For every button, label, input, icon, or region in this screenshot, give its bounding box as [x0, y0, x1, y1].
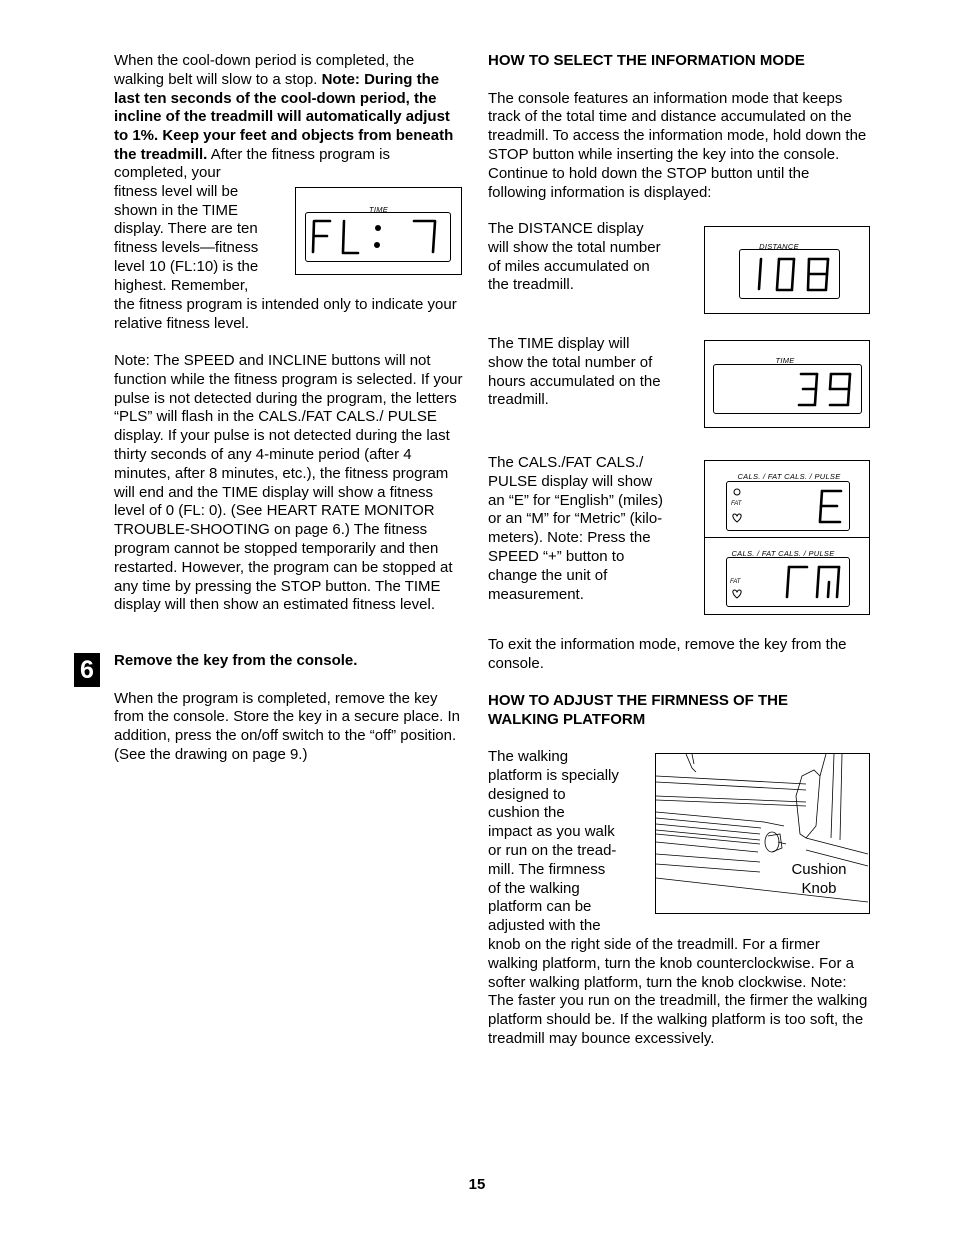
intro-text-a: When the cool-down period is completed, the walking belt will slow to a stop. [114, 52, 415, 88]
text-line: The CALS./FAT CALS./ [488, 454, 644, 471]
distance-108-readout [753, 255, 835, 293]
page-number: 15 [468, 1176, 486, 1193]
text-line: mill. The firmness [488, 860, 606, 878]
firm-heading-text: HOW TO ADJUST THE FIRMNESS OF THE WALKING PLATFORM [488, 692, 789, 728]
text-line: impact as you walk [488, 823, 615, 841]
distance-description [488, 220, 688, 295]
text-line: or run on the tread- [488, 841, 617, 859]
text-line: the treadmill. [488, 276, 574, 294]
cushion-knob-illustration [655, 753, 870, 914]
fitness-level-continuation [114, 296, 466, 334]
text-line: change the unit of [488, 566, 608, 584]
distance-display [704, 226, 870, 314]
text-line: adjusted with the [488, 917, 601, 935]
text-line: measurement. [488, 585, 584, 603]
text-line: level 10 (FL:10) is the [114, 257, 259, 275]
text-line: shown in the TIME [114, 201, 238, 219]
fat-indicator-label: FAT [730, 579, 741, 585]
text-line: of the walking [488, 879, 580, 897]
text-line: platform is specially [488, 766, 619, 784]
text-line: completed, your [114, 164, 221, 181]
step-6-section [114, 652, 466, 765]
firmness-heading [488, 692, 818, 730]
step-number-badge: 6 [74, 653, 100, 687]
fitness-level-lines [114, 164, 294, 296]
info-mode-section [488, 52, 870, 202]
fat-indicator-label: FAT [731, 501, 742, 507]
text-line: The TIME display will [488, 335, 630, 352]
note-text: Note: The SPEED and INCLINE buttons will not function while the fitness program is selected. If your pulse is not detected during the program, the letters “PLS” will flash in the CALS./FAT CALS./ PULSE display. If your pulse is not detected during the last thirty seconds of any 4-minute period (after 4 minutes, after 8 minutes, etc.), the fitness program will end and the TIME display will show a fitness level of 0 (FL: 0). (See HEART RATE MONITOR TROUBLE-SHOOTING on page 6.) The fitness program cannot be stopped temporarily and then restarted. However, the program can be stopped at any time by pressing the STOP button. The TIME display will then show an estimated fitness level. [114, 352, 463, 614]
display-caption: TIME [775, 356, 795, 365]
text-line: highest. Remember, [114, 276, 249, 294]
text-line: will show the total number [488, 238, 661, 256]
exit-info-mode [488, 636, 870, 674]
text-line: display. There are ten [114, 220, 258, 238]
text-line: The DISTANCE display [488, 220, 644, 237]
cals-display-english [704, 460, 870, 538]
time-description [488, 335, 688, 410]
text-line: platform can be [488, 898, 592, 916]
display-caption: DISTANCE [759, 242, 799, 251]
label-line: Knob [801, 879, 837, 897]
display-caption: CALS. / FAT CALS. / PULSE [737, 472, 841, 481]
text-line: an “E” for “English” (miles) [488, 491, 664, 509]
text-line: meters). Note: Press the [488, 529, 651, 547]
step-title: Remove the key from the console. [114, 652, 358, 669]
text-line: PULSE display will show [488, 472, 653, 490]
firmness-continuation [488, 936, 872, 1049]
note-paragraph [114, 352, 468, 615]
text-line: treadmill. [488, 391, 549, 409]
text-line: SPEED “+” button to [488, 547, 625, 565]
firm-cont-text: knob on the right side of the treadmill. For a firmer walking platform, turn the knob counterclockwise. For a softer walking platform, turn the knob clockwise. Note: The faster you run on the treadmill, the firmer the walking platform should be. If the walking platform is too soft, the treadmill may bounce excessively. [488, 936, 868, 1047]
text-line: fitness level will be [114, 182, 239, 200]
text-line: show the total number of [488, 353, 653, 371]
exit-text: To exit the information mode, remove the key from the console. [488, 636, 847, 672]
time-display [704, 340, 870, 428]
unit-m-readout [781, 563, 847, 601]
display-caption: CALS. / FAT CALS. / PULSE [731, 549, 835, 558]
text-paragraph: the fitness program is intended only to indicate your relative fitness level. [114, 296, 457, 332]
text-line: of miles accumulated on [488, 257, 650, 275]
unit-e-readout [813, 487, 847, 525]
intro-text-b: After the fitness program is [207, 145, 390, 163]
display-caption: TIME [368, 205, 389, 214]
text-line: cushion the [488, 804, 565, 822]
info-heading: HOW TO SELECT THE INFORMATION MODE [488, 52, 805, 69]
firmness-lines [488, 748, 648, 936]
text-line: fitness levels—fitness [114, 239, 259, 257]
intro-paragraph [114, 52, 466, 165]
label-line: Cushion [791, 861, 847, 878]
fl-7-readout [310, 218, 444, 256]
cals-display-metric [704, 537, 870, 615]
intro-note-bold: Note: During the last ten seconds of the cool-down period, the incline of the treadmill will automatically adjust to 1%. Keep your feet and objects from beneath the treadmill. [114, 70, 454, 163]
text-line: The walking [488, 748, 569, 765]
info-body: The console features an information mode that keeps track of the total time and distance accumulated on the treadmill. To access the information mode, hold down the STOP button while inserting the key into the console. Continue to hold down the STOP button until the following information is displayed: [488, 89, 867, 201]
cushion-knob-label [774, 861, 864, 899]
text-line: or an “M” for “Metric” (kilo- [488, 510, 663, 528]
time-39-readout [795, 370, 857, 408]
cals-description [488, 454, 688, 604]
time-display-fitness-level [295, 187, 462, 275]
step-body: When the program is completed, remove the key from the console. Store the key in a secure place. In addition, press the on/off switch to the “off” position. (See the drawing on page 9.) [114, 689, 461, 763]
text-line: hours accumulated on the [488, 372, 661, 390]
text-line: designed to [488, 785, 566, 803]
